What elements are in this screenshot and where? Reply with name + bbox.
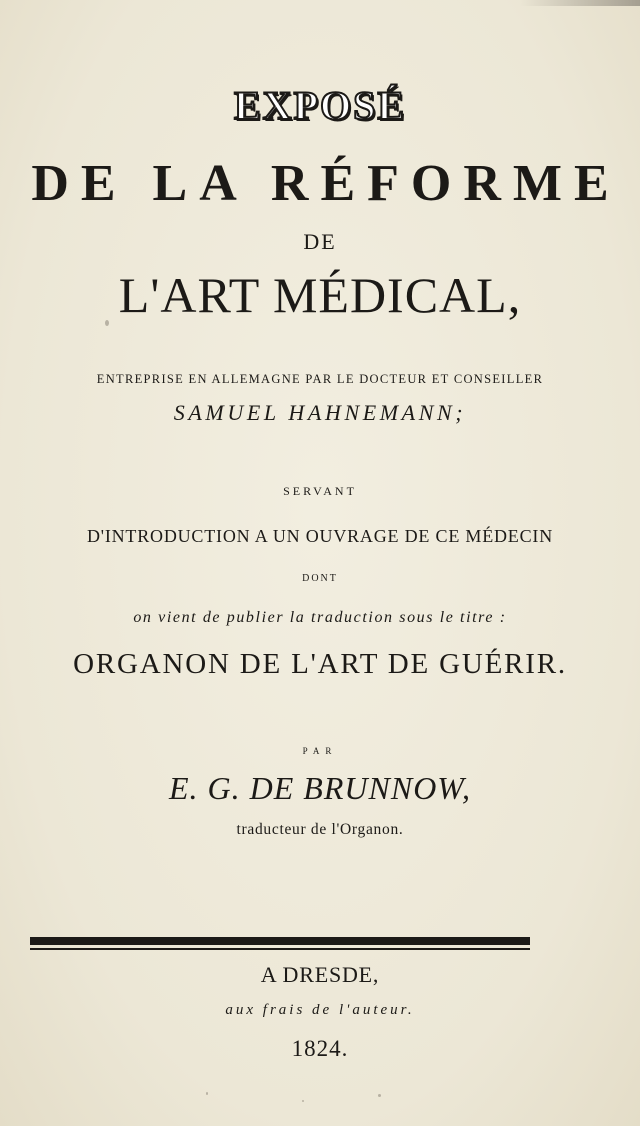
subtitle-dont: DONT [302, 573, 338, 584]
work-title-organon: ORGANON DE L'ART DE GUÉRIR. [73, 648, 567, 680]
subtitle-introduction: D'INTRODUCTION A UN OUVRAGE DE CE MÉDECIN [86, 526, 554, 546]
translator-name: E. G. DE BRUNNOW, [168, 770, 472, 806]
scan-edge-mark [520, 0, 640, 6]
subtitle-entreprise: ENTREPRISE EN ALLEMAGNE PAR LE DOCTEUR ET CONSEILLER [96, 372, 544, 386]
subtitle-translation-note: on vient de publier la traduction sous le titre : [133, 609, 507, 626]
title-reforme: DE LA RÉFORME [31, 155, 621, 212]
author-hahnemann: SAMUEL HAHNEMANN; [173, 400, 467, 425]
rule-thin [30, 948, 530, 950]
imprint-place: A DRESDE, [260, 962, 380, 987]
translator-role: traducteur de l'Organon. [236, 821, 404, 838]
imprint-year: 1824. [291, 1036, 349, 1061]
paper-spot [378, 1094, 381, 1097]
subtitle-servant: SERVANT [283, 484, 357, 498]
byline-par: PAR [302, 746, 338, 756]
title-connector-de: DE [303, 229, 337, 254]
title-art-medical: L'ART MÉDICAL, [118, 267, 522, 323]
paper-spot [206, 1092, 208, 1095]
paper-spot [105, 320, 109, 326]
double-rule-divider [30, 937, 530, 953]
title-expose: EXPOSÉ [233, 83, 407, 128]
imprint-publisher: aux frais de l'auteur. [225, 1002, 415, 1018]
paper-spot [302, 1100, 304, 1102]
rule-thick [30, 937, 530, 945]
